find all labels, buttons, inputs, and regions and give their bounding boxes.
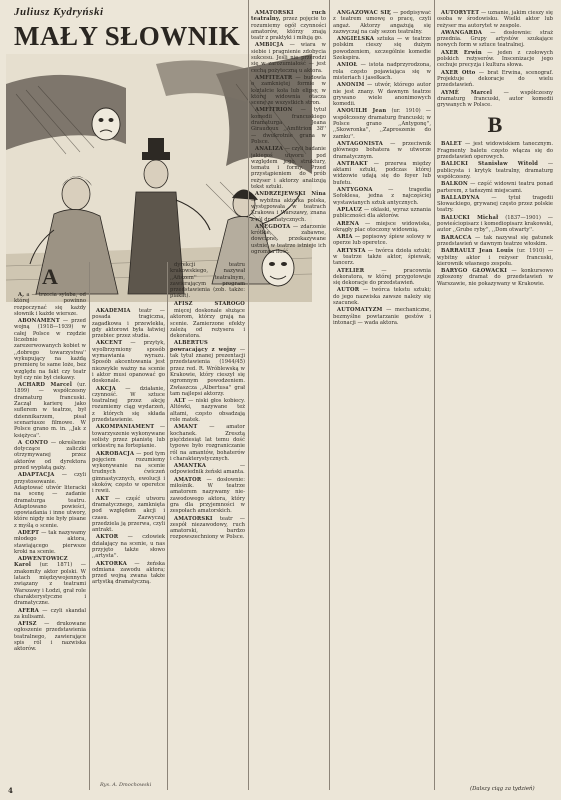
entry-definition: — mechaniczne, bezmyślne powtarzanie gestów i intonacji — wada aktora. — [333, 307, 431, 326]
entry-headword: BALUCKI Michał — [441, 214, 499, 221]
entry-definition: — niski głos kobiecy. Altówki, nazywane też altami, często obsadzają role matek. — [170, 398, 245, 424]
entry-definition: — budowla o zamkniętej formie w kształcie koła lub elipsy, w której widownia otacza scenę ze wszystkich stron. — [251, 74, 326, 107]
dictionary-entry — [437, 268, 553, 287]
column-3-top — [170, 262, 245, 306]
entry-definition: — przytyk, wyolbrzymiony sposób wymawiania wyrazu. Sposób akcentowania jest niezwykle ważny na scenie i aktor musi opanować go doskonale. — [92, 340, 165, 385]
entry-headword: ANTRAKT — [337, 160, 368, 167]
entry-headword: ALBERTUS powracający z wojny — [170, 340, 237, 353]
dictionary-entry — [251, 107, 326, 145]
author-byline: Juliusz Kydryński — [14, 6, 104, 18]
column-rule — [89, 262, 90, 790]
dictionary-entry — [170, 340, 245, 397]
column-5 — [333, 10, 431, 790]
entry-definition: — przeciwnik głównego bohatera w utworze dramatycznym. — [333, 140, 431, 160]
entry-headword: ATELIER — [337, 267, 365, 274]
entry-definition: — pracownia dekoratora, w której przygotowuje się dekoracje do przedstawień. — [333, 267, 431, 287]
column-2 — [92, 308, 165, 790]
entry-definition: — czyli skandal za kulisami. — [14, 607, 86, 620]
dictionary-entry — [170, 262, 245, 300]
entry-definition: — tak nazywał się gatunek przedstawień w dawnym teatrze włoskim. — [437, 234, 553, 247]
entry-headword: BARYGO GŁOWACKI — [441, 268, 508, 275]
entry-headword: BALLADYNA — [441, 194, 480, 201]
dictionary-entry — [333, 234, 431, 247]
entry-headword: BARACCA — [441, 234, 472, 241]
entry-definition: — uznanie, jakim cieszy się osoba w środowisku. Wielki aktor lub reżyser ma autorytet w zespole. — [437, 10, 553, 29]
entry-definition: — czyli badanie jakiegoś utworu pod względem jego struktury, tematu i formy. Przed przystąpieniem do prób reżyser i aktorzy analizują tekst sztuki. — [251, 146, 326, 191]
entry-headword: AMATORSKI ruch teatralny, — [251, 10, 326, 23]
entry-headword: ANONIM — [337, 82, 365, 89]
entry-headword: AKCENT — [96, 340, 123, 347]
entry-definition: — dosłownie: miłośnik. W teatrze amatorem nazywamy nie-zawodowego aktora, który gra dla przyjemności w zespołach amatorskich. — [170, 476, 245, 515]
entry-definition: — żeńska odmiana zawodu aktora; przed wojną zwana także artystką dramatyczną. — [92, 560, 165, 586]
entry-headword: AUTOMATYZM — [337, 307, 383, 314]
dictionary-entry — [333, 141, 431, 160]
column-6 — [437, 10, 553, 790]
dictionary-entry — [14, 382, 86, 439]
dictionary-entry — [437, 90, 553, 109]
entry-headword: ANGIELSKA — [337, 36, 375, 43]
dictionary-entry — [437, 248, 553, 267]
dictionary-entry — [333, 82, 431, 107]
dictionary-entry — [170, 308, 245, 339]
entry-definition: sztuka — w teatrze polskim cieszy się dużym powodzeniem, szczególnie komedie Szekspira. — [333, 36, 431, 62]
dictionary-entry — [333, 207, 431, 220]
entry-headword: APLAUZ — [337, 206, 363, 213]
entry-headword: AXER Otto — [441, 69, 476, 76]
dictionary-entry — [92, 424, 165, 449]
entry-definition: mięcej doskonale służące aktorom, którzy grają na scenie. Zamierzone efekty zależą od reżysera i dekoratora. — [170, 308, 245, 340]
dictionary-entry — [14, 318, 86, 381]
dictionary-entry — [92, 340, 165, 384]
page-number: 4 — [8, 786, 13, 795]
entry-definition: (1837—1901) — powieściopisarz i komediopisarz krakowski, autor ,,Grube ryby'', ,,Dom otwarty''. — [437, 214, 553, 234]
dictionary-entry — [437, 215, 553, 234]
entry-definition: — pod tym pojęciem rozumiemy wykonywanie na scenie trudnych ćwiczeń gimnastycznych, ewolucji i skoków, często w operetce i rewii. — [92, 450, 165, 495]
dictionary-entry — [333, 62, 431, 81]
entry-headword: AKT — [96, 495, 109, 502]
entry-definition: — amator kochanek. Zresztą pięćdziesiąt lat temu dość typowe było rozgraniczanie ról na amantów, bohaterów i charakterystycznych. — [170, 424, 245, 462]
entry-definition: teatr — posada tragiczna, zagadkowa i przewlekła, gdy aktorowi była łatwiej przebiec przez studia. — [92, 308, 165, 340]
section-letter-a: A — [42, 264, 58, 289]
entry-headword: AXER Erwin — [441, 49, 482, 56]
entry-definition: (ur. 1899) — współczesny dramaturg francuski. Zaczął karierę jako suflerem w teatrze, był dziennikarzem, pisał scenariusze filmowe. W Polsce grano m. in. ,,Jak z księżyca''. — [14, 382, 86, 439]
dictionary-entry — [437, 195, 553, 214]
entry-headword: ANGAŻOWAĆ SIĘ — [337, 10, 392, 16]
continued-note: (Dalszy ciąg za tydzień) — [470, 786, 535, 792]
entry-headword: ANEGDOTA — [255, 223, 291, 230]
entry-headword: ANIOŁ — [337, 62, 358, 69]
entry-definition: — część utworu dramatycznego, zamknięta pod względem akcji i czasu. Zazwyczaj przedziela ją przerwa, czyli antrakt. — [92, 495, 165, 534]
dictionary-entry — [333, 10, 431, 35]
entry-headword: AUTOR — [337, 287, 360, 294]
entry-definition: — przerwa między aktami sztuki, podczas której widzowie udają się do foyer lub bufetu. — [333, 160, 431, 186]
dictionary-entry — [251, 191, 326, 222]
entry-headword: AUTORYTET — [441, 10, 480, 16]
dictionary-entry — [251, 42, 326, 73]
dictionary-entry — [437, 181, 553, 194]
entry-headword: AFERA — [18, 607, 39, 614]
entry-headword: AMATORSKI — [174, 515, 213, 522]
dictionary-entry — [14, 608, 86, 621]
entry-headword: ADWENTOWICZ Karol — [14, 556, 68, 569]
entry-headword: AMBICJA — [255, 42, 284, 49]
dictionary-entry — [92, 386, 165, 424]
dictionary-entry — [333, 268, 431, 287]
dictionary-entry — [333, 36, 431, 61]
entry-definition: — odpowiednik żeński amanta. — [170, 463, 245, 476]
dictionary-entry — [14, 556, 86, 606]
dictionary-entry — [170, 398, 245, 423]
entry-definition: — utwór, którego autor nie jest znany. W dawnym teatrze grywano wiele anonimowych komedii. — [333, 82, 431, 108]
dictionary-entry — [170, 477, 245, 515]
entry-definition: — towarzyszenie wykonywane solisty przez pianistę lub orkiestrę na fortepianie. — [92, 424, 165, 450]
dictionary-entry — [437, 70, 553, 89]
entry-headword: AMATOR — [174, 476, 202, 483]
entry-headword: ARENA — [337, 220, 360, 227]
entry-definition: — przed wojną (1918—1939) w całej Polsce w rzędzie liczebnie zarezerwowanych kobiet w ,,dobrego towarzystwa'' wykupujący na każdą premierę te same loże, bez względu na fakt czy teatr był czy nie był ciekawy. — [14, 318, 86, 381]
entry-definition: — twórca tekstu sztuki; do jego nazwiska zawsze należy się szacunek. — [333, 287, 431, 307]
entry-headword: AMANT — [174, 424, 198, 431]
entry-headword: BALKON — [441, 181, 468, 188]
column-rule — [167, 262, 168, 790]
dictionary-entry — [333, 187, 431, 206]
entry-definition: — jeden z czołowych polskich reżyserów. Inscenizacje jego cechuje precyzja i kultura słowa. — [437, 49, 553, 69]
dictionary-entry — [170, 424, 245, 462]
entry-definition: — współczesny dramaturg francuski, autor komedii grywanych w Polsce. — [437, 89, 553, 109]
column-1 — [14, 262, 86, 790]
entry-definition: teatr — zespół niezawodowy, ruch amatorski, bardzo rozpowszechniony w Polsce. — [170, 515, 245, 541]
entry-headword: BARRAULT Jean Louis — [441, 248, 514, 255]
entry-headword: AKTORKA — [96, 560, 127, 567]
dictionary-entry — [170, 463, 245, 476]
dictionary-entry — [14, 530, 86, 555]
entry-headword: A, — [18, 292, 25, 298]
section-letter-b: B — [487, 112, 503, 138]
entry-headword: ALT — [174, 398, 186, 405]
dictionary-entry — [251, 224, 326, 255]
dictionary-entry — [14, 440, 86, 471]
entry-definition: — miejsce widowiska, okrągły plac otoczony widownią. — [333, 220, 431, 233]
entry-definition: — twórca dzieła sztuki; w teatrze także aktor, śpiewak, tancerz. — [333, 247, 431, 267]
dictionary-entry — [92, 561, 165, 586]
dictionary-entry — [437, 30, 553, 49]
dictionary-entry — [333, 221, 431, 234]
entry-definition: — brat Erwina, scenograf. Projektuje dekoracje do wielu przedstawień. — [437, 69, 553, 89]
column-4 — [251, 10, 326, 790]
dictionary-entry — [333, 287, 431, 306]
dictionary-entry — [170, 516, 245, 541]
dictionary-entry — [437, 235, 553, 248]
entry-headword: AYMÉ Marcel — [441, 89, 493, 96]
entry-definition: — publicysta i krytyk teatralny, dramaturg współczesny. — [437, 161, 553, 180]
dictionary-entry — [14, 292, 86, 317]
entry-headword: AKTOR — [96, 534, 119, 541]
dictionary-entry — [333, 161, 431, 186]
dictionary-entry — [251, 146, 326, 190]
entry-headword: AKROBACJA — [96, 450, 135, 457]
dictionary-entry — [170, 301, 245, 306]
entry-definition: — tytuł tragedii Słowackiego, grywanej często przez polskie teatry. — [437, 194, 553, 214]
entry-definition: — czyli przystosowanie. Adaptować utwór literacki na scenę — zadanie dramaturga teatru. Adaptowano powieści, opowiadania i inne utwory, które nigdy nie były pisane z myślą o scenie. — [14, 472, 86, 529]
page-title: MAŁY SŁOWNIK — [14, 21, 241, 51]
dictionary-entry — [251, 10, 326, 41]
entry-headword: AWANGARDA — [441, 29, 483, 36]
entry-definition: — dosłownie: straż przednia. Grupy artystów szukające nowych form w sztuce teatralnej. — [437, 29, 553, 49]
entry-headword: ARTYSTA — [337, 247, 366, 254]
entry-headword: ARIA — [337, 234, 353, 241]
entry-headword: AKCJA — [96, 385, 117, 392]
entry-definition: — popisowy śpiew solowy w operze lub operetce. — [333, 234, 431, 247]
column-rule — [329, 0, 330, 790]
entry-definition: (ur. 1871) — znakomity aktor polski. W latach międzywojennych związany z teatrami Warszawy i Łodzi, grał role charakterystyczne i dramatyczne. — [14, 562, 86, 607]
dictionary-entry — [333, 248, 431, 267]
dictionary-entry — [92, 534, 165, 559]
entry-headword: AMANTKA — [174, 463, 207, 470]
entry-definition: — tak nazywamy młodego aktora, stawiającego pierwsze kroki na scenie. — [14, 529, 86, 555]
dictionary-entry — [92, 451, 165, 495]
entry-headword: ANALIZA — [255, 146, 284, 153]
entry-definition: a — trzecia sylaba, od której powinno rozpoczynać się każdy słownik i każde wiersze. — [14, 292, 86, 317]
dictionary-entry — [437, 161, 553, 180]
dictionary-entry — [92, 308, 165, 339]
entry-headword: BALET — [441, 141, 462, 148]
entry-headword: BALICKI Stanisław Witold — [441, 161, 539, 168]
column-rule — [434, 0, 435, 790]
entry-headword: AKADEMIA — [96, 308, 131, 314]
column-rule — [248, 0, 249, 790]
entry-definition: dyrekcji teatru krakowskiego, nazywał ,,Afiszem'' teatralnym, zawierającym program przedstawienia (zob. także: plakat). — [170, 262, 245, 300]
entry-definition: — tragedia Sofoklesa, jedna z najczęściej wystawianych sztuk antycznych. — [333, 187, 431, 206]
illustrator-credit: Rys. A. Dmochowski — [100, 782, 152, 788]
dictionary-entry — [333, 307, 431, 326]
entry-headword: AKOMPANIAMENT — [96, 424, 155, 431]
entry-definition: — oklaski, wyraz uznania publiczności dla aktorów. — [333, 206, 431, 220]
entry-definition: — drukowane ogłoszenie przedstawienia teatralnego, zawierające spis ról i nazwiska aktorów. — [14, 621, 86, 653]
entry-headword: AFISZ — [18, 621, 37, 628]
dictionary-entry — [437, 10, 553, 29]
entry-headword: ABONAMENT — [18, 318, 60, 325]
entry-headword: A CONTO — [18, 439, 49, 446]
entry-definition: — wiara w siebie i pragnienie zdobycia sukcesu. Jeśli nie przerodzi się w zarozumiałość — jest cechą pożyteczną u aktora. — [251, 42, 326, 74]
entry-definition: — człowiek działający na scenie, u nas przyjęto także słowo ,,artysta''. — [92, 534, 165, 560]
dictionary-entry — [437, 141, 553, 160]
dictionary-entry — [437, 50, 553, 69]
entry-definition: — jest widowiskiem tanecznym. Fragmenty baletu często włącza się do przedstawień operowych. — [437, 141, 553, 161]
entry-definition: — istota nadprzyrodzona, rola często pojawiająca się w misteriach i jasełkach. — [333, 62, 431, 81]
column-3 — [170, 308, 245, 790]
dictionary-entry — [333, 108, 431, 139]
entry-definition: (ur. 1910) — wybitny aktor i reżyser francuski, kierownik własnego zespołu. — [437, 248, 553, 267]
entry-definition: (ur. 1910) — współczesny dramaturg francuski; w Polsce grano ,,Antygonę'', ,,Skowronka'', ,,Zaproszenie do zamku''. — [333, 108, 431, 140]
dictionary-entry — [251, 75, 326, 106]
entry-headword: ANTAGONISTA — [337, 140, 384, 147]
entry-definition: — określenie dotyczące zaliczki otrzymywanej przez aktorów od dyrektora przed wypłatą gaży. — [14, 439, 86, 472]
entry-definition: — zdarzenie krótkie, zabawne, dowcipne, przekazywane ustnie; w teatrze istnieje ich ogromna ilość. — [251, 223, 326, 255]
dictionary-entry — [14, 621, 86, 652]
entry-definition: — wybitna aktorka polska, występowała w teatrach Krakowa i Warszawy, znana z ról dramatycznych. — [251, 197, 326, 223]
entry-headword: ANOUILH Jean — [337, 108, 387, 115]
entry-definition: — tytuł komedii francuskiego dramaturga Jeana Giraudoux ,,Amfitrion 38'' — dwukrotnie grana w Polsce. — [251, 107, 326, 145]
entry-headword: AMFITRION — [255, 107, 293, 114]
entry-definition: — podpisywać z teatrem umowę o pracę, czyli angaż. Aktorzy angażują się zazwyczaj na cały sezon teatralny. — [333, 10, 431, 35]
entry-headword: ANTYGONA — [337, 187, 373, 194]
dictionary-entry — [92, 496, 165, 534]
entry-definition: — konkursowo zgłoszony dramat do przedstawień w Warszawie, nie pokazywany w Krakowie. — [437, 268, 553, 287]
entry-headword: AMFITEATR — [255, 74, 293, 81]
entry-definition: — działanie, czynność. W sztuce teatralnej przez akcję rozumiemy ciąg wydarzeń, z których się składa przedstawienie. — [92, 385, 165, 424]
entry-headword: AFISZ STAROGO — [174, 300, 245, 306]
entry-headword: ADEPT — [18, 529, 40, 536]
dictionary-entry — [14, 472, 86, 529]
entry-headword: ACHARD Marcel — [18, 382, 72, 389]
entry-headword: ADAPTACJA — [18, 472, 55, 479]
entry-definition: — tak tytuł znanej prezentacji przedstawienia (1944/45) przez red. R. Wróblewską w Krakowie, który cieszył się ogromnym powodzeniem. Zwłaszcza ,,Albertusa'' grał tam najlepsi aktorzy. — [170, 346, 245, 397]
entry-headword: ANDRZEJEWSKI Nina — [255, 191, 326, 198]
entry-definition: przez pojęcie to rozumiemy ogół czynności amatorów, którzy znają teatr z praktyki i miłują go. — [251, 16, 326, 42]
entry-definition: — część widowni teatru ponad parterem, z tańszymi miejscami. — [437, 181, 553, 194]
